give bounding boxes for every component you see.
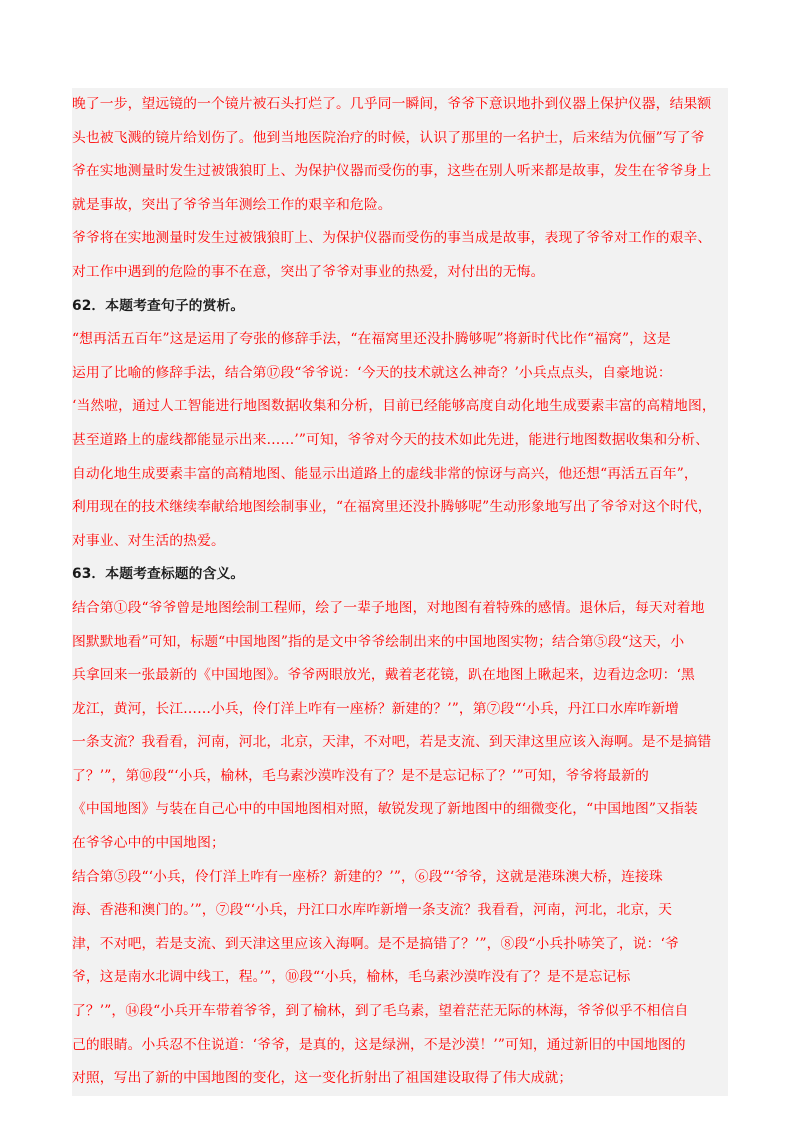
answer-text-line: 图默默地看”可知，标题“中国地图”指的是文中爷爷绘制出来的中国地图实物；结合第⑤段“这天，小 [72,633,685,650]
answer-text-line: 运用了比喻的修辞手法，结合第⑰段“爷爷说：‘今天的技术就这么神奇？’小兵点点头，自豪地说： [72,364,672,381]
answer-text-line: 在爷爷心中的中国地图； [72,835,225,852]
answer-text-line: 对事业、对生活的热爱。 [72,532,225,549]
answer-text-line: 了？’”，第⑩段“‘小兵，榆林，毛乌素沙漠咋没有了？是不是忘记标了？’”可知，爷爷将最新的 [72,767,649,784]
answer-text-line: 了？’”，⑭段“小兵开车带着爷爷，到了榆林，到了毛乌素，望着茫茫无际的林海，爷爷似乎不相信自 [72,1003,689,1020]
answer-text-line: 爷，这是南水北调中线工，程。’”，⑩段“‘小兵，榆林，毛乌素沙漠咋没有了？是不是忘记标 [72,969,631,986]
answer-text-line: 头也被飞溅的镜片给划伤了。他到当地医院治疗的时候，认识了那里的一名护士，后来结为伉俪”写了爷 [72,129,705,146]
answer-text-line: 结合第⑤段“‘小兵，伶仃洋上咋有一座桥？新建的？’”，⑥段“‘爷爷，这就是港珠澳大桥，连接珠 [72,868,663,885]
answer-text-line: 结合第①段“爷爷曾是地图绘制工程师，绘了一辈子地图，对地图有着特殊的感情。退休后，每天对着地 [72,599,705,616]
answer-text-line: 爷在实地测量时发生过被饿狼盯上、为保护仪器而受伤的事，这些在别人听来都是故事，发生在爷爷身上 [72,163,712,180]
answer-text-line: 晚了一步，望远镜的一个镜片被石头打烂了。几乎同一瞬间，爷爷下意识地扑到仪器上保护仪器，结果额 [72,96,712,112]
answer-text-line: 自动化地生成要素丰富的高精地图、能显示出道路上的虚线非常的惊讶与高兴，他还想“再活五百年”， [72,465,698,482]
answer-text-line: 一条支流？我看看，河南，河北，北京，天津，不对吧，若是支流、到天津这里应该入海啊。是不是搞错 [72,734,712,751]
answer-text-line: 龙江，黄河，长江……小兵，伶仃洋上咋有一座桥？新建的？’”，第⑦段“‘小兵，丹江口水库咋新增 [72,700,679,717]
answer-text-line: 爷爷将在实地测量时发生过被饿狼盯上、为保护仪器而受伤的事当成是故事，表现了爷爷对工作的艰辛、 [72,230,712,247]
answer-text-line: ‘当然啦，通过人工智能进行地图数据收集和分析，目前已经能够高度自动化地生成要素丰富的高精地图， [72,398,716,415]
document-body [72,88,728,1096]
answer-text-line: 对照，写出了新的中国地图的变化，这一变化折射出了祖国建设取得了伟大成就； [72,1070,573,1087]
answer-text-line: 甚至道路上的虚线都能显示出来……’”可知，爷爷对今天的技术如此先进，能进行地图数据收集和分析、 [72,431,709,448]
answer-text-line: 利用现在的技术继续奉献给地图绘制事业，“在福窝里还没扑腾够呢”生动形象地写出了爷爷对这个时代， [72,499,712,516]
answer-text-line: 就是事故，突出了爷爷当年测绘工作的艰辛和危险。 [72,196,392,213]
answer-text-line: 己的眼睛。小兵忍不住说道：‘爷爷，是真的，这是绿洲，不是沙漠！’”可知，通过新旧的中国地图的 [72,1036,686,1053]
answer-text-line: 兵拿回来一张最新的《中国地图》。爷爷两眼放光，戴着老花镜，趴在地图上瞅起来，边看边念叨：‘黑 [72,667,695,684]
answer-text-line: 《中国地图》与装在自己心中的中国地图相对照，敏锐发现了新地图中的细微变化，“中国地图”又指装 [72,801,698,818]
answer-text-line: 海、香港和澳门的。’”，⑦段“‘小兵，丹江口水库咋新增一条支流？我看看，河南，河北，北京，天 [72,902,673,919]
section-heading: 63．本题考查标题的含义。 [72,566,245,583]
answer-text-line: 对工作中遇到的危险的事不在意，突出了爷爷对事业的热爱，对付出的无悔。 [72,263,545,280]
section-heading: 62．本题考查句子的赏析。 [72,297,245,314]
answer-text-line: 津，不对吧，若是支流、到天津这里应该入海啊。是不是搞错了？’”，⑧段“小兵扑哧笑了，说：‘爷 [72,935,679,952]
answer-text-line: “想再活五百年”这是运用了夸张的修辞手法，“在福窝里还没扑腾够呢”将新时代比作“福窝”，这是 [72,331,671,348]
